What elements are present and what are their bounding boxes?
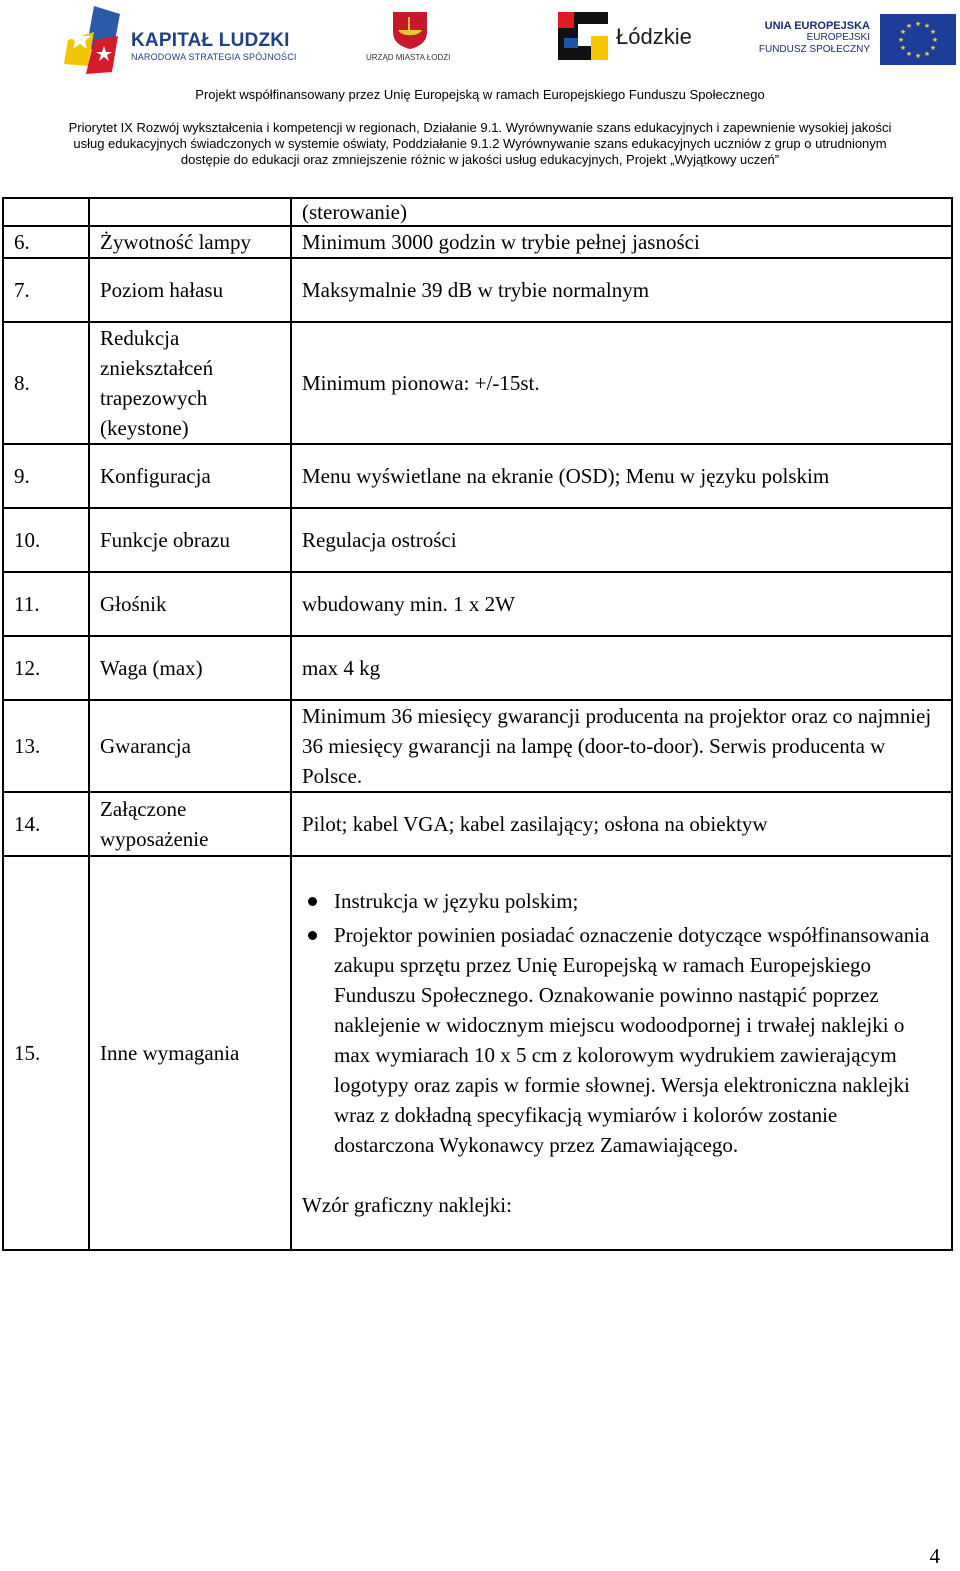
row-number: 10. bbox=[3, 508, 89, 572]
lodz-city-crest-icon bbox=[391, 10, 429, 50]
sticker-label: Wzór graficzny naklejki: bbox=[302, 1193, 512, 1217]
priority-line-2: usług edukacyjnych świadczonych w systemie oświaty, Poddziałanie 9.1.2 Wyrównywanie szans edukacyjnych uczniów z grup o utrudnionym bbox=[73, 136, 887, 151]
row-name: Funkcje obrazu bbox=[89, 508, 291, 572]
row-value: Pilot; kabel VGA; kabel zasilający; osłona na obiektyw bbox=[291, 792, 952, 856]
row-number: 8. bbox=[3, 322, 89, 444]
table-row bbox=[3, 226, 952, 258]
row-value: Menu wyświetlane na ekranie (OSD); Menu w języku polskim bbox=[291, 444, 952, 508]
row-number: 7. bbox=[3, 258, 89, 322]
row-value: Minimum 3000 godzin w trybie pełnej jasności bbox=[291, 226, 952, 258]
svg-text:★: ★ bbox=[929, 28, 937, 36]
table-row bbox=[3, 508, 952, 572]
eu-label-line1: UNIA EUROPEJSKA bbox=[764, 20, 870, 32]
table-row bbox=[3, 444, 952, 508]
svg-text:★: ★ bbox=[899, 28, 907, 36]
svg-text:★: ★ bbox=[899, 44, 907, 52]
row-value: wbudowany min. 1 x 2W bbox=[291, 572, 952, 636]
row-number bbox=[3, 198, 89, 226]
row-name bbox=[89, 198, 291, 226]
page-number: 4 bbox=[929, 1544, 940, 1568]
eu-fund-label bbox=[759, 20, 870, 56]
table-row bbox=[3, 258, 952, 322]
svg-text:★: ★ bbox=[905, 50, 913, 58]
row-name: Głośnik bbox=[89, 572, 291, 636]
kapital-ludzki-logo-icon bbox=[64, 6, 120, 78]
priority-line-3: dostępie do edukacji oraz zmniejszenie różnic w jakości usług edukacyjnych, Projekt „Wyjątkowy uczeń” bbox=[180, 152, 780, 167]
row-number: 9. bbox=[3, 444, 89, 508]
eu-label-line3: FUNDUSZ SPOŁECZNY bbox=[758, 44, 870, 55]
row-value: (sterowanie) bbox=[291, 198, 952, 226]
lodzkie-title: Łódzkie bbox=[616, 24, 692, 49]
row-number: 14. bbox=[3, 792, 89, 856]
row-name: Inne wymagania bbox=[89, 856, 291, 1250]
kapital-ludzki-subtitle: NARODOWA STRATEGIA SPÓJNOŚCI bbox=[131, 52, 297, 62]
requirements-list bbox=[302, 886, 941, 1160]
row-name: Gwarancja bbox=[89, 700, 291, 792]
svg-text:★: ★ bbox=[905, 22, 913, 30]
svg-text:★: ★ bbox=[923, 22, 931, 30]
row-number: 12. bbox=[3, 636, 89, 700]
row-name: Żywotność lampy bbox=[89, 226, 291, 258]
svg-text:★: ★ bbox=[929, 44, 937, 52]
header-logos bbox=[0, 0, 960, 80]
eu-flag-icon bbox=[880, 14, 956, 65]
table-row bbox=[3, 572, 952, 636]
row-value: Minimum 36 miesięcy gwarancji producenta na projektor oraz co najmniej 36 miesięcy gwarancji na lampę (door-to-door). Serwis producenta w Polsce. bbox=[291, 700, 952, 792]
svg-text:★: ★ bbox=[914, 20, 922, 28]
svg-text:★: ★ bbox=[914, 52, 922, 60]
row-name: Redukcja zniekształceń trapezowych (keystone) bbox=[89, 322, 291, 444]
svg-text:★: ★ bbox=[923, 50, 931, 58]
spec-table bbox=[2, 197, 953, 1251]
table-row bbox=[3, 636, 952, 700]
row-value: Maksymalnie 39 dB w trybie normalnym bbox=[291, 258, 952, 322]
table-row bbox=[3, 856, 952, 1250]
row-name: Konfiguracja bbox=[89, 444, 291, 508]
table-row bbox=[3, 792, 952, 856]
table-row bbox=[3, 198, 952, 226]
table-row bbox=[3, 700, 952, 792]
row-name: Waga (max) bbox=[89, 636, 291, 700]
row-number: 11. bbox=[3, 572, 89, 636]
cofinance-line: Projekt współfinansowany przez Unię Europejską w ramach Europejskiego Funduszu Społecznego bbox=[195, 87, 765, 102]
svg-text:★: ★ bbox=[897, 36, 905, 44]
table-row bbox=[3, 322, 952, 444]
list-item: Projektor powinien posiadać oznaczenie dotyczące współfinansowania zakupu sprzętu przez Unię Europejską w ramach Europejskiego Funduszu Społecznego. Oznakowanie powinno nastąpić poprzez naklejenie w widocznym miejscu wodoodpornej i trwałej naklejki o max wymiarach 10 x 5 cm z kolorowym wydrukiem zawierającym logotypy oraz zapis w formie słownej. Wersja elektroniczna naklejki wraz z dokładną specyfikacją wymiarów i kolorów zostanie dostarczona Wykonawcy przez Zamawiającego. bbox=[302, 920, 941, 1160]
priority-line-1: Priorytet IX Rozwój wykształcenia i kompetencji w regionach, Działanie 9.1. Wyrównywanie szans edukacyjnych i zapewnienie wysokiej jakości bbox=[68, 120, 892, 135]
row-value: Regulacja ostrości bbox=[291, 508, 952, 572]
lodzkie-logo-icon bbox=[558, 12, 608, 60]
row-number: 13. bbox=[3, 700, 89, 792]
row-value bbox=[291, 856, 952, 1250]
kapital-ludzki-title: KAPITAŁ LUDZKI bbox=[131, 30, 290, 51]
eu-label-line2: EUROPEJSKI bbox=[806, 32, 870, 43]
lodz-city-label: URZĄD MIASTA ŁODZI bbox=[366, 53, 451, 62]
row-value: Minimum pionowa: +/-15st. bbox=[291, 322, 952, 444]
row-name: Poziom hałasu bbox=[89, 258, 291, 322]
row-name: Załączone wyposażenie bbox=[89, 792, 291, 856]
row-number: 15. bbox=[3, 856, 89, 1250]
row-number: 6. bbox=[3, 226, 89, 258]
list-item: Instrukcja w języku polskim; bbox=[302, 886, 941, 916]
row-value: max 4 kg bbox=[291, 636, 952, 700]
svg-text:★: ★ bbox=[931, 36, 939, 44]
